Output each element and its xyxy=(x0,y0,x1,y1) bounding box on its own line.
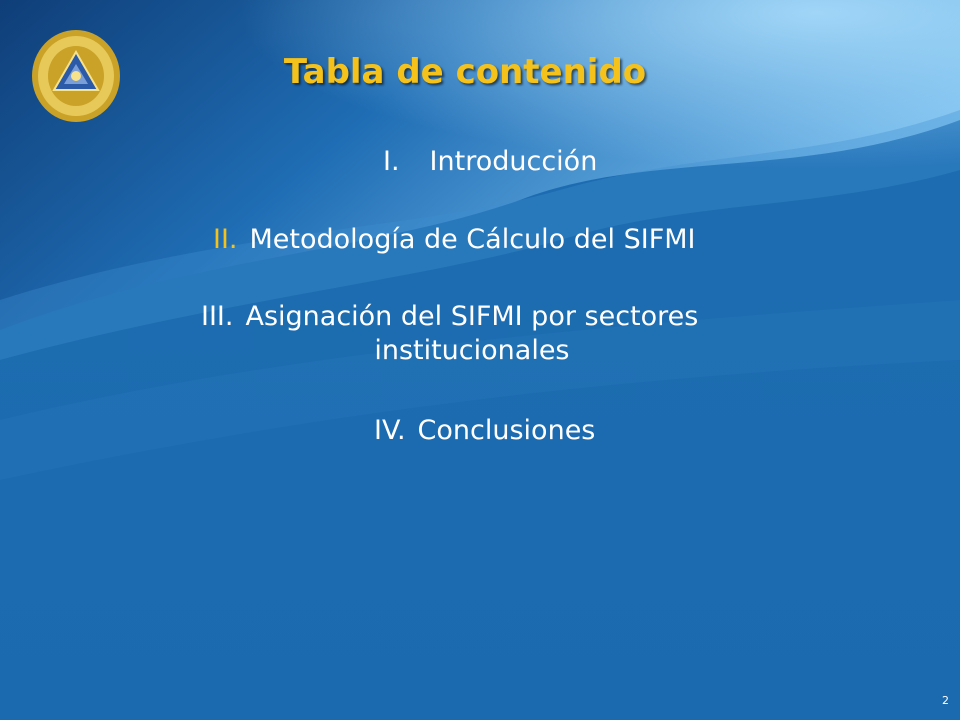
toc-label: Metodología de Cálculo del SIFMI xyxy=(249,224,696,255)
toc-number: I. xyxy=(383,146,400,177)
page-number: 2 xyxy=(942,694,949,707)
toc-number: II. xyxy=(213,224,238,255)
toc-label: Asignación del SIFMI por sectores institucionales xyxy=(245,301,699,366)
toc-item-metodologia xyxy=(213,223,696,257)
slide-title: Tabla de contenido xyxy=(283,52,647,92)
toc-label: Introducción xyxy=(429,146,598,177)
toc-item-conclusiones xyxy=(374,414,595,448)
toc-number: III. xyxy=(201,301,234,332)
toc-label: Conclusiones xyxy=(417,415,596,446)
toc-item-introduccion xyxy=(383,145,597,179)
toc-number: IV. xyxy=(374,415,406,446)
toc-item-asignacion xyxy=(201,300,698,368)
